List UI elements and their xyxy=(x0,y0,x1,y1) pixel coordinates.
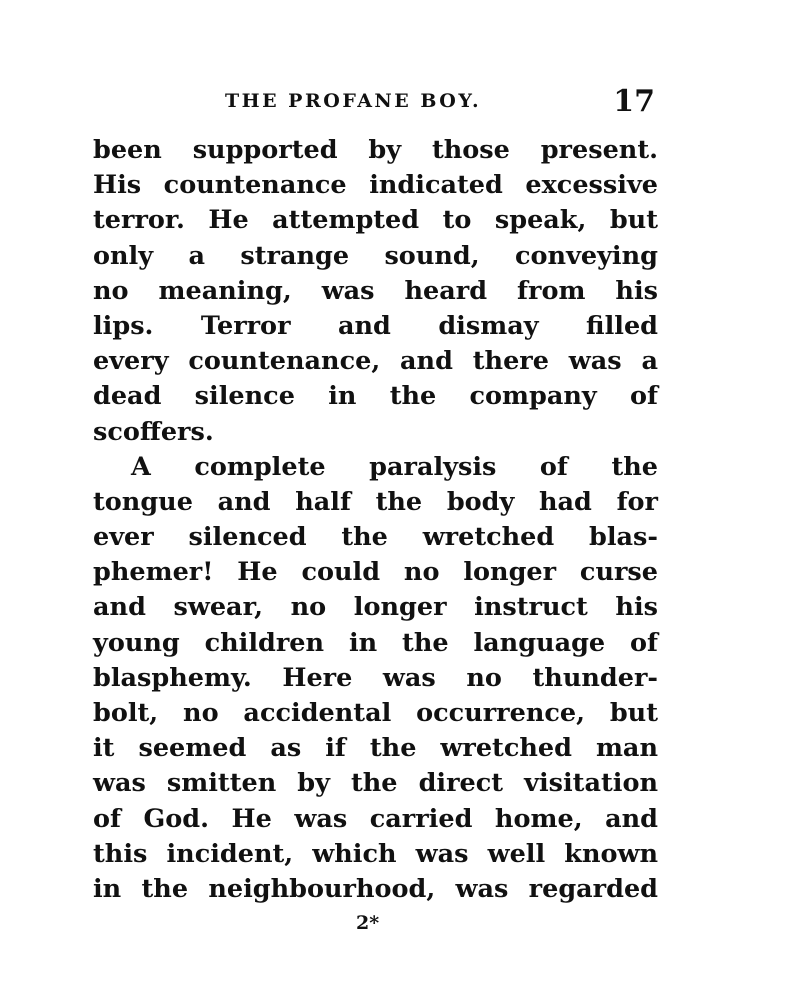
text-line: tongue and half the body had for xyxy=(93,486,658,517)
text-line: terror. He attempted to speak, but xyxy=(93,205,658,236)
page-number: 17 xyxy=(613,84,655,119)
text-line: been supported by those present. xyxy=(93,135,658,165)
text-line: scoffers. xyxy=(93,416,214,447)
text-line: it seemed as if the wretched man xyxy=(93,733,658,764)
text-line: young children in the language of xyxy=(93,627,658,658)
text-line: lips. Terror and dismay filled xyxy=(93,310,658,341)
text-line: A complete paralysis of the xyxy=(131,451,658,482)
signature-mark: 2* xyxy=(356,912,380,934)
text-line: in the neighbourhood, was regarded xyxy=(93,873,658,904)
text-line: and swear, no longer instruct his xyxy=(93,592,658,623)
text-line: bolt, no accidental occurrence, but xyxy=(93,698,658,728)
text-line: this incident, which was well known xyxy=(93,838,658,869)
text-line: was smitten by the direct visitation xyxy=(93,768,658,799)
text-line: no meaning, was heard from his xyxy=(93,275,658,306)
text-line: dead silence in the company of xyxy=(93,381,658,412)
text-line: phemer! He could no longer curse xyxy=(93,557,658,588)
running-head xyxy=(95,84,657,120)
body-text xyxy=(93,133,658,907)
text-line: His countenance indicated excessive xyxy=(93,170,658,201)
text-line: blasphemy. Here was no thunder- xyxy=(93,662,658,693)
text-line: every countenance, and there was a xyxy=(93,346,658,377)
text-line: ever silenced the wretched blas- xyxy=(93,522,658,553)
running-title: THE PROFANE BOY. xyxy=(225,90,482,112)
text-line: of God. He was carried home, and xyxy=(93,803,658,834)
text-line: only a strange sound, conveying xyxy=(93,240,658,271)
